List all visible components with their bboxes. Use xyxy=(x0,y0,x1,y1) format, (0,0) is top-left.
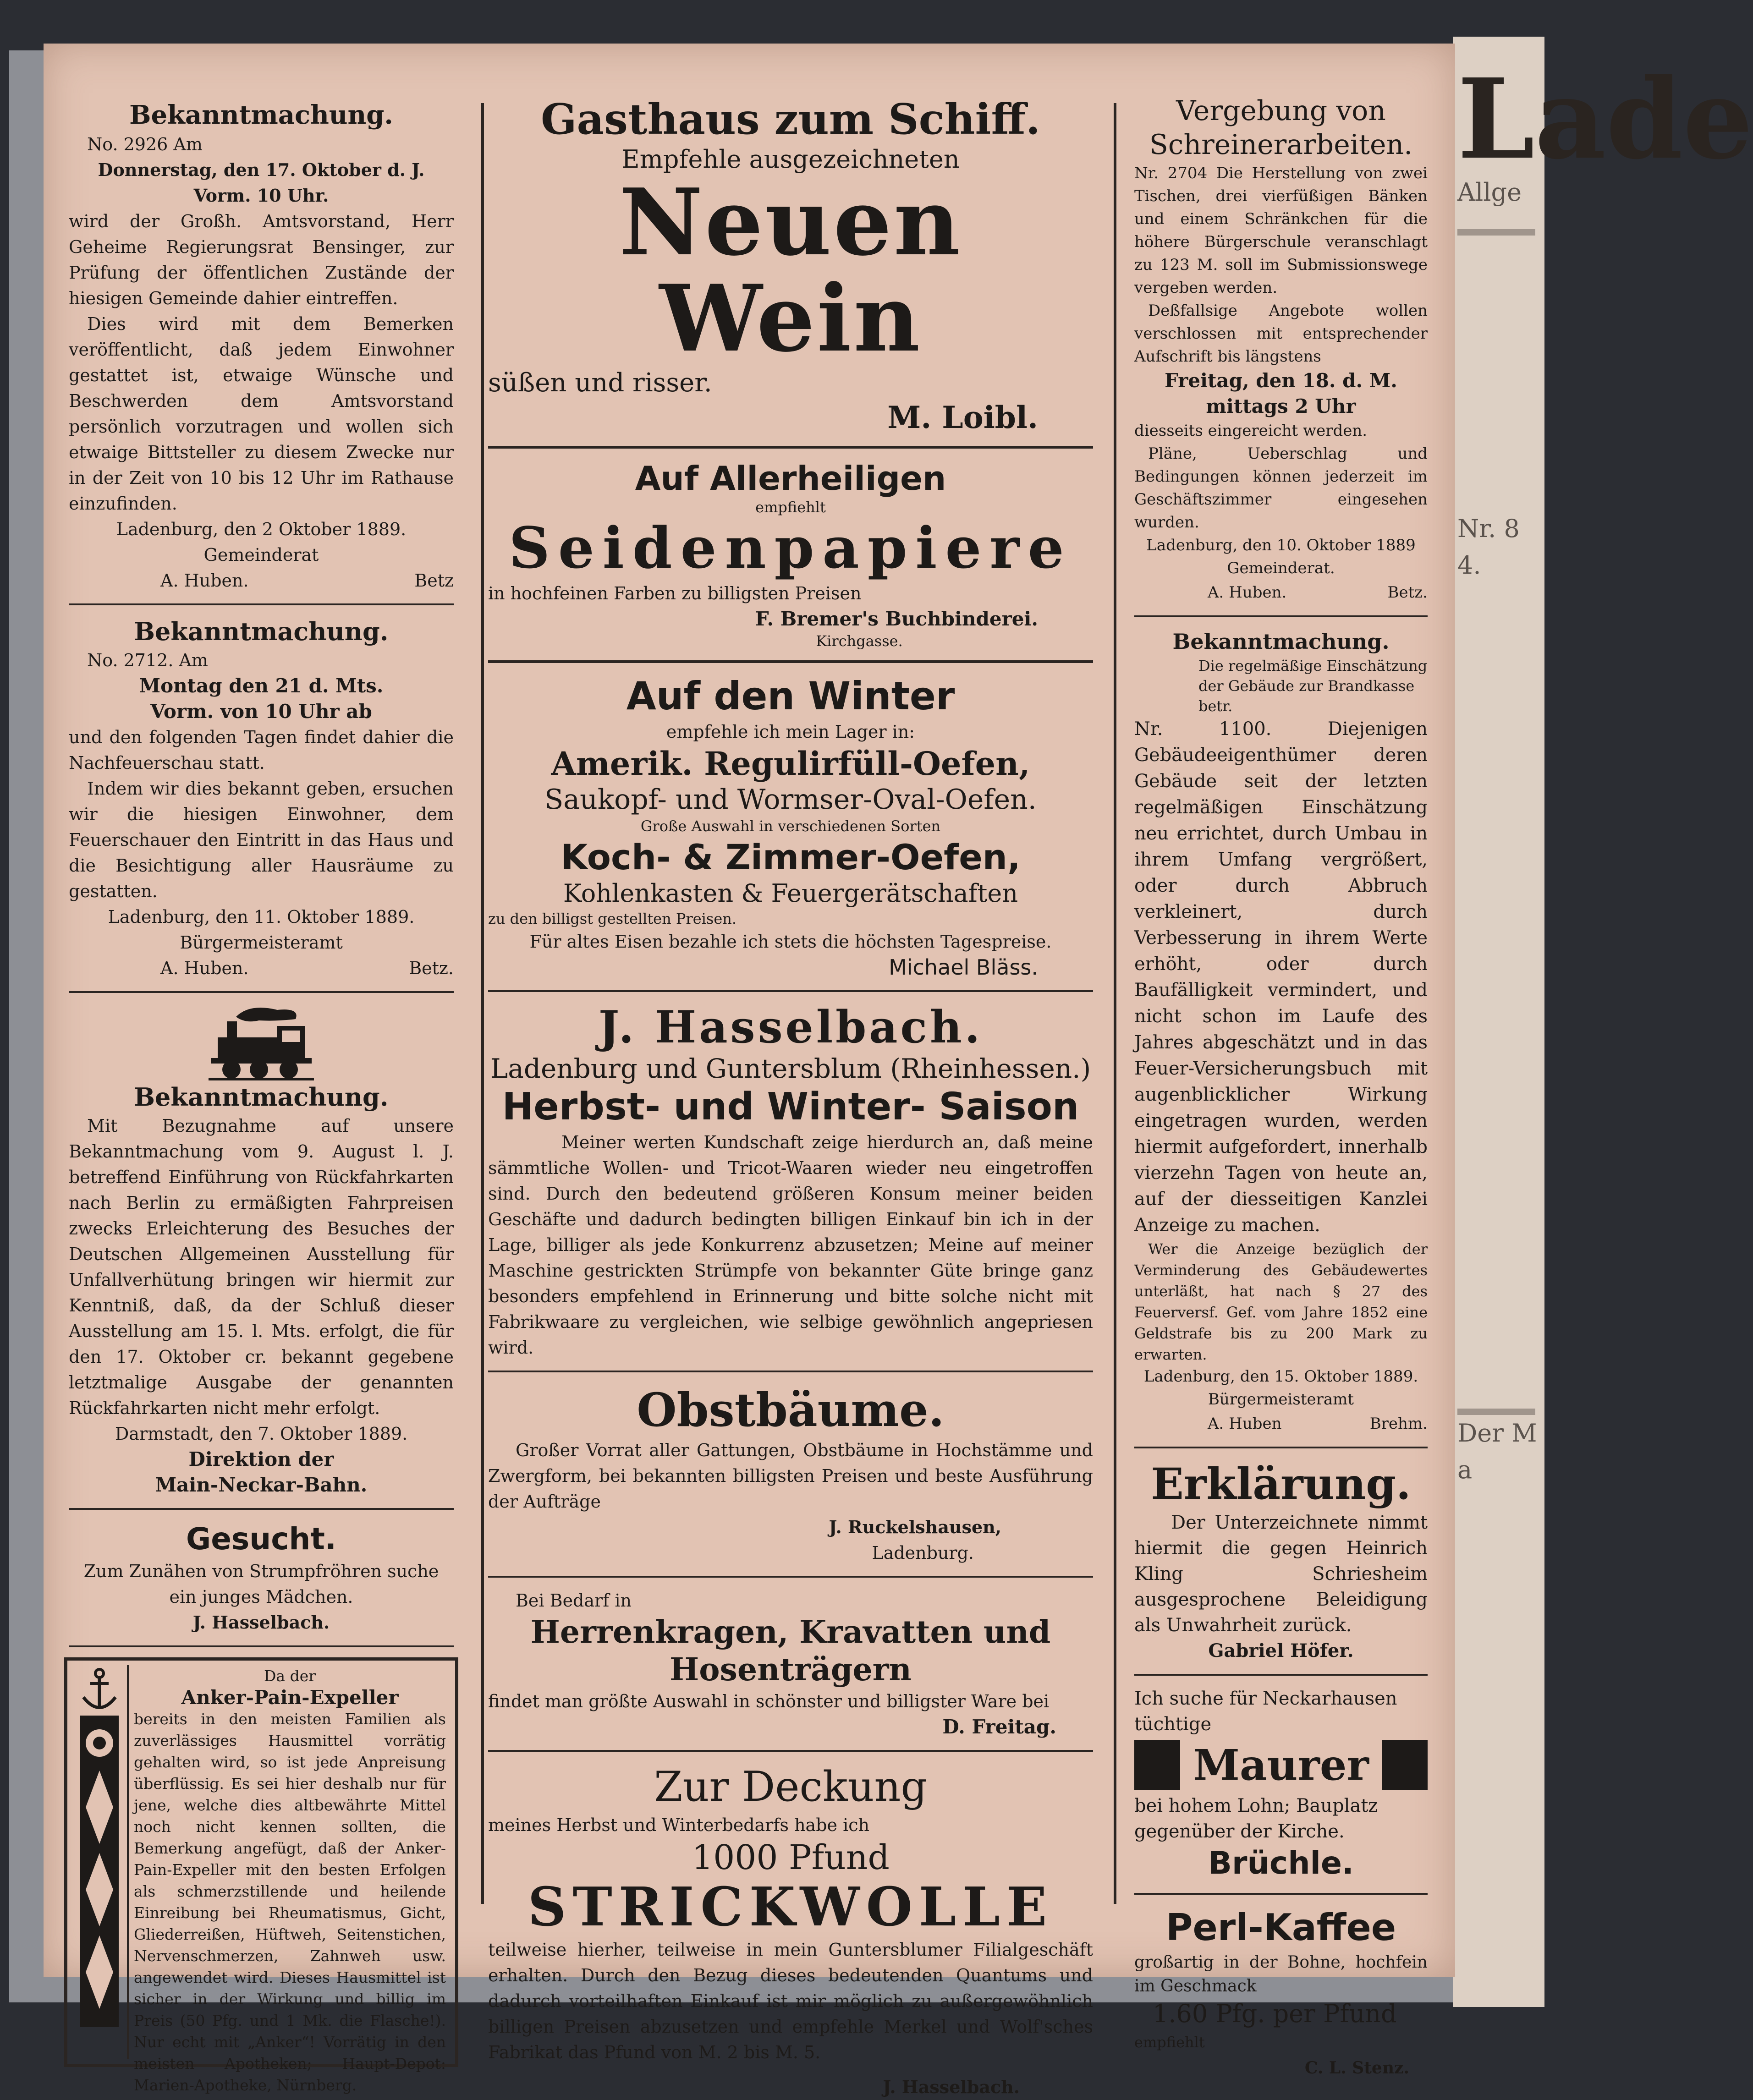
ad-title: Gesucht. xyxy=(186,1521,336,1557)
ad-price: 1.60 Pfg. per Pfund xyxy=(1153,1999,1397,2028)
notice-title: Schreinerarbeiten. xyxy=(1149,129,1413,161)
notice-bekanntmachung-3 xyxy=(60,1081,463,1498)
newspaper-page xyxy=(44,44,1455,2097)
anker-text xyxy=(129,1665,451,2094)
notice-line: No. 2712. Am xyxy=(87,650,208,670)
locomotive-icon xyxy=(209,1003,314,1081)
ad-auf-den-winter xyxy=(479,673,1102,980)
ad-lead: Da der xyxy=(264,1667,316,1685)
ad-body: bereits in den meisten Familien als zuverlässiges Hausmittel vorrätig gehalten wird, so ist jede Anpreisung überflüssig. Es sei hier deshalb nur für jene, welche dies altbewährte Mittel noch nicht kennen sollten, die Bemerkung angefügt, daß der Anker-Pain-Expeller mit den besten Erfolgen als schmerzstillende und heilende Einreibung bei Rheumatismus, Gicht, Gliederreißen, Hüftweh, Seitenstichen, Nervenschmerzen, Zahnweh usw. angewendet wird. Dieses Hausmittel ist sicher in der Wirkung und billig im Preis (50 Pfg. und 1 Mk. die Flasche!). Nur echt mit „Anker“! Vorrätig in den meisten Apotheken; Haupt-Depot: Marien-Apotheke, Nürnberg. xyxy=(134,1710,446,2094)
ad-line: Für altes Eisen bezahle ich stets die höchsten Tagespreise. xyxy=(529,932,1052,952)
ad-headline: Herrenkragen, Kravatten und xyxy=(530,1614,1051,1650)
notice-place-date: Ladenburg, den 2 Oktober 1889. xyxy=(116,519,407,539)
notice-place-date: Ladenburg, den 15. Oktober 1889. xyxy=(1143,1367,1418,1386)
notice-date: mittags 2 Uhr xyxy=(1206,395,1356,417)
anchor-icon xyxy=(77,1665,122,1716)
notice-body: Nr. 2704 Die Herstellung von zwei Tischen, drei vierfüßigen Bänken und einem Schränkchen für die höhere Bürgerschule veranschlagt zu 123 M. soll im Submissionswege vergeben werden. xyxy=(1134,164,1428,297)
ad-title: Auf Allerheiligen xyxy=(635,459,946,498)
adjacent-page-rule xyxy=(1457,229,1535,236)
notice-line: Vorm. von 10 Uhr ab xyxy=(150,700,372,723)
ad-subtitle: Ladenburg und Guntersblum (Rheinhessen.) xyxy=(490,1053,1091,1084)
ad-signature: Brüchle. xyxy=(1208,1845,1354,1881)
ornament-block-icon xyxy=(1382,1740,1428,1790)
notice-subtitle: Die regelmäßige Einschätzung der Gebäude zur Brandkasse betr. xyxy=(1198,657,1428,715)
notice-signature: Main-Neckar-Bahn. xyxy=(155,1474,368,1496)
divider xyxy=(488,1750,1093,1752)
ad-gasthaus-zum-schiff xyxy=(479,44,1102,436)
divider xyxy=(1134,1447,1428,1448)
notice-title: Bekanntmachung. xyxy=(134,617,389,646)
ad-perl-kaffee xyxy=(1125,1905,1437,2081)
notice-office: Bürgermeisteramt xyxy=(180,932,343,953)
ad-line: Amerik. Regulirfüll-Oefen, xyxy=(551,745,1030,783)
adjacent-page-fragment: Nr. 84. xyxy=(1457,514,1520,580)
column-right xyxy=(1125,44,1437,2081)
notice-title: Bekanntmachung. xyxy=(129,100,393,130)
ad-line: zu den billigst gestellten Preisen. xyxy=(488,910,737,927)
notice-body: Dies wird mit dem Bemerken veröffentlicht, daß jedem Einwohner gestattet ist, etwaige Wünsche und Beschwerden dem Amtsvorstand persönlich vorzutragen und wollen sich etwaige Bittsteller zu diesem Zwecke nur in der Zeit von 10 bis 12 Uhr im Rathause einzufinden. xyxy=(69,314,454,514)
notice-bekanntmachung-2 xyxy=(60,615,463,981)
ornament-block-icon xyxy=(1134,1740,1180,1790)
ad-maurer xyxy=(1125,1686,1437,1883)
notice-bekanntmachung-1 xyxy=(60,44,463,593)
notice-office: Gemeinderat. xyxy=(1227,559,1335,577)
ad-anker-pain-expeller xyxy=(64,1657,458,2094)
ad-text: findet man größte Auswahl in schönster und billigster Ware bei xyxy=(488,1691,1050,1711)
ad-line: Saukopf- und Wormser-Oval-Oefen. xyxy=(544,784,1037,816)
notice-body: und den folgenden Tagen findet dahier die Nachfeuerschau statt. xyxy=(69,727,454,773)
notice-signature: Direktion der xyxy=(188,1448,334,1470)
notice-body: Indem wir dies bekannt geben, ersuchen wir die hiesigen Einwohner, dem Feuerschauer den Eintritt in das Haus und die Besichtigung aller Hausräume zu gestatten. xyxy=(69,779,454,901)
ad-signature: C. L. Stenz. xyxy=(1304,2058,1409,2078)
ad-body: Der Unterzeichnete nimmt hiermit die gegen Heinrich Kling Schriesheim ausgesprochene Beleidigung als Unwahrheit zurück. xyxy=(1134,1512,1428,1636)
notice-line: Donnerstag, den 17. Oktober d. J. xyxy=(98,159,425,180)
notice-place-date: Ladenburg, den 11. Oktober 1889. xyxy=(108,907,415,927)
notice-body: Mit Bezugnahme auf unsere Bekanntmachung vom 9. August l. J. betreffend Einführung von Rückfahrkarten nach Berlin zu ermäßigten Fahrpreisen zwecks Erleichterung des Besuches der Deutschen Allgemeinen Ausstellung für Unfallverhütung bringen wir hiermit zur Kenntniß, daß, da der Schluß dieser Ausstellung am 15. l. Mts. erfolgt, die für den 17. Oktober cr. bekannt gegebene letztmalige Ausgabe der genannten Rückfahrkarten nicht mehr erfolgt. xyxy=(69,1116,454,1418)
signature-right: Betz xyxy=(414,570,454,591)
signature-right: Brehm. xyxy=(1369,1415,1428,1433)
adjacent-page-rule xyxy=(1457,1409,1535,1415)
ad-signature: Gabriel Höfer. xyxy=(1208,1640,1354,1661)
ad-body: Zum Zunähen von Strumpfröhren suche ein junges Mädchen. xyxy=(83,1561,439,1607)
notice-signature xyxy=(1134,580,1428,605)
ad-signature: M. Loibl. xyxy=(887,400,1038,435)
ad-lead: Ich suche für Neckarhausen tüchtige xyxy=(1134,1688,1397,1735)
ad-address: Kirchgasse. xyxy=(816,632,903,650)
column-middle xyxy=(479,44,1102,2100)
anker-ornament xyxy=(72,1665,129,2059)
notice-body: Wer die Anzeige bezüglich der Verminderung des Gebäudewertes unterläßt, hat nach § 27 des Feuerversf. Gef. vom Jahre 1852 eine Geldstrafe bis zu 200 Mark zu erwarten. xyxy=(1134,1240,1428,1363)
ad-herrenkragen xyxy=(479,1588,1102,1740)
ad-signature: D. Freitag. xyxy=(942,1716,1056,1738)
adjacent-page xyxy=(1453,37,1753,2007)
ad-obstbaeume xyxy=(479,1382,1102,1566)
divider xyxy=(1134,615,1428,617)
notice-signature xyxy=(69,955,454,981)
ad-headline: STRICKWOLLE xyxy=(528,1876,1054,1938)
ornament-icon xyxy=(77,1716,122,2027)
ad-strickwolle xyxy=(479,1762,1102,2100)
ad-address: Ladenburg. xyxy=(872,1543,974,1563)
column-left xyxy=(60,44,463,2094)
notice-body: Deßfallsige Angebote wollen verschlossen mit entsprechender Aufschrift bis längstens xyxy=(1134,302,1428,366)
ad-text: in hochfeinen Farben zu billigsten Preisen xyxy=(488,583,862,603)
column-rule xyxy=(1114,103,1116,1904)
signature-right: Betz. xyxy=(409,958,454,978)
ad-title: Perl-Kaffee xyxy=(1165,1906,1396,1949)
notice-title: Vergebung von xyxy=(1176,95,1386,127)
notice-place-date: Darmstadt, den 7. Oktober 1889. xyxy=(115,1424,408,1444)
divider xyxy=(1134,1674,1428,1676)
notice-line: Montag den 21 d. Mts. xyxy=(139,674,384,697)
notice-brandkasse xyxy=(1125,627,1437,1437)
ad-title: Gasthaus zum Schiff. xyxy=(540,94,1041,144)
ad-lead: Bei Bedarf in xyxy=(516,1590,632,1611)
ad-title: Obstbäume. xyxy=(637,1383,945,1437)
ad-text: empfiehlt xyxy=(1134,2034,1205,2051)
divider xyxy=(69,1645,454,1647)
ad-title: Erklärung. xyxy=(1151,1459,1411,1509)
ad-title: J. Hasselbach. xyxy=(598,1001,983,1053)
notice-schreinerarbeiten xyxy=(1125,44,1437,605)
notice-line: No. 2926 Am xyxy=(87,134,203,154)
notice-signature xyxy=(69,568,454,593)
divider xyxy=(488,446,1093,449)
divider xyxy=(488,660,1093,663)
ad-hasselbach-saison xyxy=(479,1002,1102,1360)
ad-signature: Michael Bläss. xyxy=(889,955,1038,980)
notice-place-date: Ladenburg, den 10. Oktober 1889 xyxy=(1146,536,1416,554)
divider xyxy=(69,603,454,605)
ad-erklaerung xyxy=(1125,1458,1437,1664)
notice-signature xyxy=(1134,1411,1428,1437)
divider xyxy=(69,1508,454,1510)
ad-title: Zur Deckung xyxy=(654,1763,928,1811)
ad-headline: Hosenträgern xyxy=(670,1651,912,1688)
signature-right: Betz. xyxy=(1387,583,1428,602)
ad-signature: J. Ruckelshausen, xyxy=(829,1517,1001,1537)
ad-line: Kohlenkasten & Feuergerätschaften xyxy=(563,879,1018,908)
ad-headline: Seidenpapiere xyxy=(509,515,1072,581)
ad-body: Großer Vorrat aller Gattungen, Obstbäume in Hochstämme und Zwergform, bei bekannten billigsten Preisen und beste Ausführung der Aufträge xyxy=(488,1440,1093,1512)
ad-signature: F. Bremer's Buchbinderei. xyxy=(755,608,1038,630)
notice-title: Bekanntmachung. xyxy=(134,1082,389,1112)
ad-headline: Herbst- und Winter- Saison xyxy=(502,1085,1079,1129)
notice-date: Freitag, den 18. d. M. xyxy=(1165,369,1397,392)
notice-body: wird der Großh. Amtsvorstand, Herr Geheime Regierungsrat Bensinger, zur Prüfung der öffentlichen Zustände der hiesigen Gemeinde dahier eintreffen. xyxy=(69,211,454,308)
ad-signature: J. Hasselbach. xyxy=(883,2077,1020,2097)
divider xyxy=(69,991,454,993)
ad-line: Koch- & Zimmer-Oefen, xyxy=(561,837,1021,877)
divider xyxy=(488,1576,1093,1578)
adjacent-page-masthead: Lade xyxy=(1457,55,1753,184)
signature-left: A. Huben. xyxy=(1208,583,1287,602)
notice-title: Bekanntmachung. xyxy=(1172,629,1390,654)
ad-maurer-banner xyxy=(1134,1740,1428,1790)
signature-left: A. Huben xyxy=(1208,1415,1282,1433)
ad-subtitle: Empfehle ausgezeichneten xyxy=(621,145,960,174)
ad-body: großartig in der Bohne, hochfein im Geschmack xyxy=(1134,1953,1428,1996)
notice-body: Nr. 1100. Diejenigen Gebäudeeigenthümer deren Gebäude seit der letzten regelmäßigen Einschätzung neu errichtet, durch Umbau in ihrem Umfang vergrößert, oder durch Abbruch verkleinert, durch Verbesserung in ihrem Werte erhöht, oder durch Baufälligkeit vermindert, und nicht schon im Laufe des Jahres abgeschätzt und in das Feuer-Versicherungsbuch mit augenblicklicher Wirkung eingetragen wurden, werden hiermit aufgefordert, innerhalb vierzehn Tagen von heute an, auf der diesseitigen Kanzlei Anzeige zu machen. xyxy=(1134,718,1428,1236)
notice-office: Gemeinderat xyxy=(203,545,319,565)
divider xyxy=(488,1371,1093,1372)
divider xyxy=(488,990,1093,992)
ad-title: Auf den Winter xyxy=(626,674,955,718)
ad-headline: Neuen Wein xyxy=(619,169,962,373)
adjacent-page-fragment: Der Ma xyxy=(1457,1419,1537,1484)
signature-left: A. Huben. xyxy=(160,570,249,591)
ad-body: Meiner werten Kundschaft zeige hierdurch an, daß meine sämmtliche Wollen- und Tricot-Waaren wieder neu eingetroffen sind. Durch den bedeutend größeren Konsum meiner beiden Geschäfte und dadurch bedingten billigen Einkauf bin ich in der Lage, billiger als jede Konkurrenz abzusetzen; Meine auf meiner Maschine gestrickten Strümpfe von bekannter Güte bringe ganz besonders empfehlend in Erinnerung und bitte solche nicht mit Fabrikwaare zu vergleichen, wie selbige gewöhnlich angepriesen wird. xyxy=(488,1132,1093,1358)
notice-body: diesseits eingereicht werden. xyxy=(1134,422,1368,440)
notice-line: Vorm. 10 Uhr. xyxy=(193,185,329,206)
ad-body: teilweise hierher, teilweise in mein Guntersblumer Filialgeschäft erhalten. Durch den Bezug dieses bedeutenden Quantums und dadurch vorteilhaften Einkauf ist mir möglich zu außergewöhnlich billigen Preisen abzusetzen und empfehle Merkel und Wolf'sches Fabrikat das Pfund von M. 2 bis M. 5. xyxy=(488,1940,1093,2062)
ad-gesucht xyxy=(60,1520,463,1635)
adjacent-page-fragment: Allge xyxy=(1457,178,1522,207)
ad-body: bei hohem Lohn; Bauplatz gegenüber der Kirche. xyxy=(1134,1795,1378,1842)
ad-line: Große Auswahl in verschiedenen Sorten xyxy=(640,817,941,835)
ad-subtitle: empfiehlt xyxy=(755,499,826,516)
ad-quantity: 1000 Pfund xyxy=(692,1838,890,1877)
ad-text: süßen und risser. xyxy=(488,368,712,398)
ad-signature: J. Hasselbach. xyxy=(192,1612,330,1633)
ad-subtitle: meines Herbst und Winterbedarfs habe ich xyxy=(488,1815,870,1835)
notice-body: Pläne, Ueberschlag und Bedingungen können jederzeit im Geschäftszimmer eingesehen wurden. xyxy=(1134,444,1428,532)
divider xyxy=(1134,1893,1428,1895)
ad-title: Anker-Pain-Expeller xyxy=(181,1686,399,1709)
ad-seidenpapiere xyxy=(479,459,1102,650)
notice-office: Bürgermeisteramt xyxy=(1208,1390,1354,1409)
signature-left: A. Huben. xyxy=(160,958,249,978)
ad-subtitle: empfehle ich mein Lager in: xyxy=(666,722,915,742)
ad-headline: Maurer xyxy=(1193,1740,1369,1790)
